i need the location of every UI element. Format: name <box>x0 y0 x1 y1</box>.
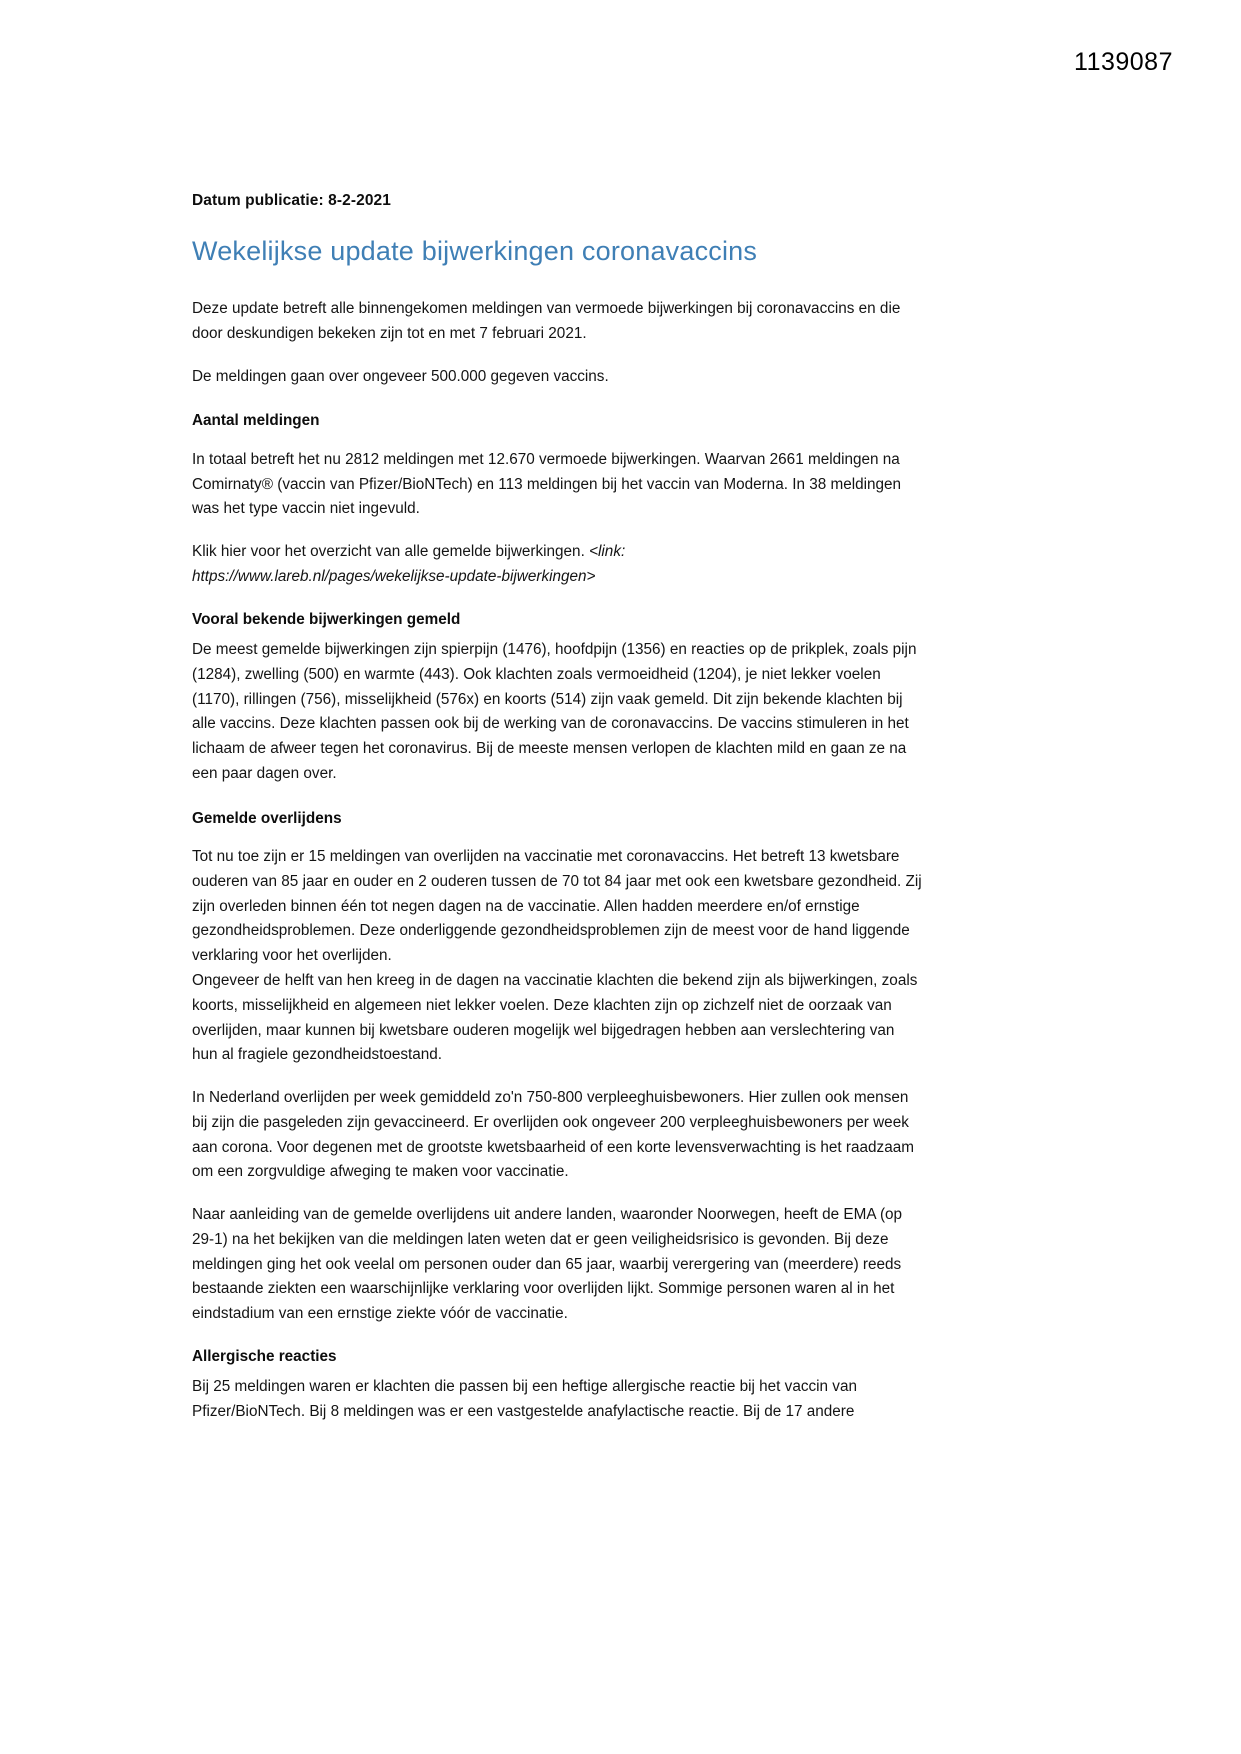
section-heading-aantal-meldingen: Aantal meldingen <box>192 412 320 430</box>
lareb-url-link[interactable]: https://www.lareb.nl/pages/wekelijkse-update-bijwerkingen> <box>192 567 596 585</box>
intro-paragraph: Deze update betreft alle binnengekomen meldingen van vermoede bijwerkingen bij coronavaccins en die door deskundigen bekeken zijn tot en met 7 februari 2021. <box>192 300 901 342</box>
publication-date: Datum publicatie: 8-2-2021 <box>192 192 391 209</box>
allergische-reacties-paragraph: Bij 25 meldingen waren er klachten die passen bij een heftige allergische reactie bij het vaccin van Pfizer/BioNTech. Bij 8 meldingen was er een vastgestelde anafylactische reactie. Bij de 17 andere <box>192 1378 857 1421</box>
aantal-meldingen-paragraph: In totaal betreft het nu 2812 meldingen met 12.670 vermoede bijwerkingen. Waarvan 2661 meldingen na Comirnaty® (vaccin van Pfizer/BioNTech) en 113 meldingen bij het vaccin van Moderna. In 38 meldingen was het type vaccin niet ingevuld. <box>192 450 902 518</box>
section-heading-gemelde-overlijdens: Gemelde overlijdens <box>192 809 342 827</box>
overlijdens-paragraph-1: Tot nu toe zijn er 15 meldingen van overlijden na vaccinatie met coronavaccins. Het betreft 13 kwetsbare ouderen van 85 jaar en ouder en 2 ouderen tussen de 70 tot 84 jaar met ook een kwetsbare gezondheid. Zij zijn overleden binnen één tot negen dagen na de vaccinatie. Allen hadden meerdere en/of ernstige gezondheidsproblemen. Deze onderliggende gezondheidsproblemen zijn de meest voor de hand liggende verklaring voor het overlijden. <box>192 848 922 965</box>
link-intro-text: Klik hier voor het overzicht van alle gemelde bijwerkingen. <box>192 543 590 561</box>
overlijdens-paragraph-4: Naar aanleiding van de gemelde overlijdens uit andere landen, waaronder Noorwegen, heeft de EMA (op 29-1) na het bekijken van die meldingen laten weten dat er geen veiligheidsrisico is gevonden. Bij deze meldingen ging het ook veelal om personen ouder dan 65 jaar, waarbij verergering van (meerdere) reeds bestaande ziekten een waarschijnlijke verklaring voor overlijden lijkt. Sommige personen waren al in het eindstadium van een ernstige ziekte vóór de vaccinatie. <box>192 1206 903 1323</box>
document-content <box>192 192 924 1443</box>
document-id-number: 1139087 <box>1074 48 1173 76</box>
page-title: Wekelijkse update bijwerkingen coronavaccins <box>192 236 758 266</box>
overlijdens-paragraph-2: Ongeveer de helft van hen kreeg in de dagen na vaccinatie klachten die bekend zijn als bijwerkingen, zoals koorts, misselijkheid en algemeen niet lekker voelen. Deze klachten zijn op zichzelf niet de oorzaak van overlijden, maar kunnen bij kwetsbare ouderen mogelijk wel bijgedragen hebben aan verslechtering van hun al fragiele gezondheidstoestand. <box>192 972 918 1064</box>
overlijdens-paragraph-3: In Nederland overlijden per week gemiddeld zo'n 750-800 verpleeghuisbewoners. Hier zullen ook mensen bij zijn die pasgeleden zijn gevaccineerd. Er overlijden ook ongeveer 200 verpleeghuisbewoners per week aan corona. Voor degenen met de grootste kwetsbaarheid of een korte levensverwachting is het raadzaam om een zorgvuldige afweging te maken voor vaccinatie. <box>192 1089 914 1181</box>
link-prefix-text: <link: <box>589 543 626 561</box>
overview-link-paragraph <box>192 540 924 590</box>
section-heading-vooral-bekende: Vooral bekende bijwerkingen gemeld <box>192 610 461 628</box>
vaccine-count-paragraph: De meldingen gaan over ongeveer 500.000 gegeven vaccins. <box>192 367 609 385</box>
vooral-bekende-paragraph: De meest gemelde bijwerkingen zijn spierpijn (1476), hoofdpijn (1356) en reacties op de prikplek, zoals pijn (1284), zwelling (500) en warmte (443). Ook klachten zoals vermoeidheid (1204), je niet lekker voelen (1170), rillingen (756), misselijkheid (576x) en koorts (514) zijn vaak gemeld. Dit zijn bekende klachten bij alle vaccins. Deze klachten passen ook bij de werking van de coronavaccins. De vaccins stimuleren in het lichaam de afweer tegen het coronavirus. Bij de meeste mensen verlopen de klachten mild en gaan ze na een paar dagen over. <box>192 641 917 782</box>
section-heading-allergische-reacties: Allergische reacties <box>192 1347 337 1365</box>
